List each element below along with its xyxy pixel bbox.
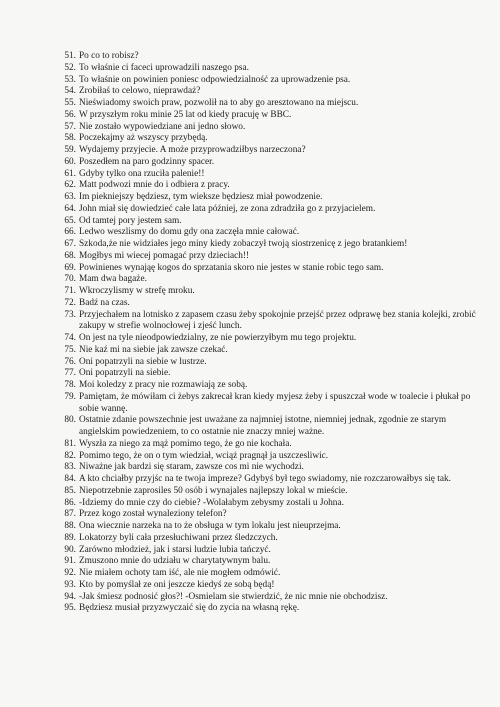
list-item bbox=[58, 380, 478, 392]
item-text: Poczekajmy aż wszyscy przybędą. bbox=[79, 133, 208, 144]
item-text: Poszedłem na paro godzinny spacer. bbox=[79, 156, 215, 167]
list-item bbox=[58, 145, 478, 157]
list-item bbox=[58, 509, 478, 521]
list-item bbox=[58, 263, 478, 275]
list-item bbox=[58, 98, 478, 110]
item-number: 58. bbox=[64, 133, 76, 144]
item-number: 94. bbox=[64, 591, 76, 602]
list-item bbox=[58, 580, 478, 592]
list-item bbox=[58, 122, 478, 134]
item-number: 83. bbox=[64, 462, 76, 473]
list-item bbox=[58, 439, 478, 451]
item-text: Oni popatrzyli na siebie w lustrze. bbox=[79, 356, 207, 367]
item-number: 67. bbox=[64, 239, 76, 249]
item-text: Lokatorzy byli cała przesłuchiwani przez śledzczych. bbox=[79, 532, 278, 543]
list-item bbox=[58, 603, 478, 615]
item-number: 93. bbox=[64, 579, 76, 590]
item-number: 70. bbox=[64, 274, 76, 285]
item-text: Wydajemy przyjecie. A może przyprowadziłbys narzeczona? bbox=[79, 145, 306, 155]
item-number: 81. bbox=[64, 438, 76, 449]
item-number: 80. bbox=[64, 415, 76, 426]
list-item bbox=[58, 157, 478, 169]
item-text: Będziesz musiał przyzwyczaić się do zycia na własną rękę. bbox=[79, 603, 300, 614]
item-number: 84. bbox=[64, 474, 76, 484]
list-item bbox=[58, 86, 478, 98]
item-text: Niważne jak bardzi się staram, zawsze cos mi nie wychodzi. bbox=[79, 462, 304, 473]
item-number: 76. bbox=[64, 356, 76, 367]
item-text: Nie zostało wypowiedziane ani jedno słowo. bbox=[79, 121, 246, 132]
item-text: Nieświadomy swoich praw, pozwolił na to aby go aresztowano na miejscu. bbox=[79, 98, 359, 108]
item-text: Przyjechałem na lotnisko z zapasem czasu żeby spokojnie przejść przez odprawę bez stania kolejki, zrobić zakupy w strefie wolnocłowej i zjeść lunch. bbox=[79, 309, 476, 332]
list-item bbox=[58, 169, 478, 181]
item-text: Niepotrzebnie zaprosiles 50 osób i wynajales najlepszy lokal w mieście. bbox=[79, 485, 348, 496]
list-item bbox=[58, 333, 478, 345]
item-number: 62. bbox=[64, 180, 76, 191]
item-text: Wkroczylismy w strefę mroku. bbox=[79, 286, 195, 296]
item-number: 55. bbox=[64, 98, 76, 108]
list-item bbox=[58, 274, 478, 286]
list-item bbox=[58, 568, 478, 580]
item-text: -Idziemy do mnie czy do ciebie? -Wolałabym zebysmy zostali u Johna. bbox=[79, 497, 344, 508]
item-number: 88. bbox=[64, 521, 76, 531]
item-number: 63. bbox=[64, 192, 76, 202]
item-text: Nie kaź mi na siebie jak zawsze czekać. bbox=[79, 344, 228, 355]
list-item bbox=[58, 345, 478, 357]
item-number: 69. bbox=[64, 262, 76, 273]
list-item bbox=[58, 251, 478, 263]
list-item bbox=[58, 462, 478, 474]
item-number: 71. bbox=[64, 286, 76, 296]
item-text: Powinienes wynająę kogos do sprzatania skoro nie jestes w stanie robic tego sam. bbox=[79, 262, 384, 273]
item-text: Nie miałem ochoty tam iść, ale nie mogłem odmówić. bbox=[79, 568, 281, 578]
list-item bbox=[58, 451, 478, 463]
item-number: 86. bbox=[64, 497, 76, 508]
list-item bbox=[58, 486, 478, 498]
item-number: 68. bbox=[64, 250, 76, 261]
item-number: 66. bbox=[64, 227, 76, 238]
item-number: 64. bbox=[64, 203, 76, 214]
list-item bbox=[58, 204, 478, 216]
list-item bbox=[58, 75, 478, 87]
item-number: 61. bbox=[64, 168, 76, 179]
item-number: 85. bbox=[64, 485, 76, 496]
item-number: 87. bbox=[64, 509, 76, 520]
item-number: 75. bbox=[64, 344, 76, 355]
item-text: Mam dwa bagaże. bbox=[79, 274, 147, 285]
item-number: 74. bbox=[64, 333, 76, 343]
list-item bbox=[58, 392, 478, 416]
item-number: 51. bbox=[64, 51, 76, 61]
list-item bbox=[58, 474, 478, 486]
item-text: Moi koledzy z pracy nie rozmawiają ze sobą. bbox=[79, 380, 248, 390]
list-item bbox=[58, 368, 478, 380]
item-text: Pomimo tego, że on o tym wiedział, wciąż pragnął ja uszczesliwic. bbox=[79, 450, 329, 461]
item-text: Po co to robisz? bbox=[79, 51, 139, 61]
item-text: Ona wiecznie narzeka na to że obsługa w tym lokalu jest nieuprzejma. bbox=[79, 521, 341, 531]
item-number: 65. bbox=[64, 215, 76, 226]
sentence-list bbox=[58, 51, 478, 615]
item-number: 78. bbox=[64, 380, 76, 390]
item-text: Od tamtej pory jestem sam. bbox=[79, 215, 182, 226]
item-text: John miał się dowiedzieć całe lata później, ze zona zdradziła go z przyjacielem. bbox=[79, 203, 376, 214]
list-item bbox=[58, 192, 478, 204]
item-number: 77. bbox=[64, 368, 76, 379]
item-number: 59. bbox=[64, 145, 76, 155]
item-text: Szkoda,że nie widziałes jego miny kiedy zobaczył twoją siostrzenicę z jego bratankiem! bbox=[79, 239, 408, 249]
list-item bbox=[58, 556, 478, 568]
list-item bbox=[58, 180, 478, 192]
item-text: Badź na czas. bbox=[79, 297, 130, 308]
list-item bbox=[58, 51, 478, 63]
item-number: 54. bbox=[64, 86, 76, 97]
list-item bbox=[58, 63, 478, 75]
item-text: Ledwo weszlismy do domu gdy ona zaczęła mnie całować. bbox=[79, 227, 300, 238]
list-item bbox=[58, 310, 478, 334]
list-item bbox=[58, 592, 478, 604]
item-text: Kto by pomyślał ze oni jeszcze kiedyś ze sobą będą! bbox=[79, 579, 275, 590]
item-number: 95. bbox=[64, 603, 76, 614]
item-text: Gdyby tylko ona rzuciła palenie!! bbox=[79, 168, 205, 179]
item-text: Oni popatrzyli na siebie. bbox=[79, 368, 171, 379]
item-text: Matt podwozi mnie do i odbiera z pracy. bbox=[79, 180, 230, 191]
item-number: 72. bbox=[64, 297, 76, 308]
list-item bbox=[58, 286, 478, 298]
item-number: 52. bbox=[64, 62, 76, 73]
item-text: W przyszłym roku minie 25 lat od kiedy pracuję w BBC. bbox=[79, 109, 292, 120]
item-text: On jest na tyle nieodpowiedzialny, ze nie powierzyłbym mu tego projektu. bbox=[79, 333, 357, 343]
item-text: Mogłbys mi wiecej pomagać przy dzieciach!! bbox=[79, 250, 250, 261]
list-item bbox=[58, 239, 478, 251]
item-text: Zarówno młodzież, jak i starsi ludzie lubia tańczyć. bbox=[79, 544, 271, 555]
list-item bbox=[58, 521, 478, 533]
item-number: 82. bbox=[64, 450, 76, 461]
item-text: Przez kogo został wynaleziony telefon? bbox=[79, 509, 227, 520]
list-item bbox=[58, 216, 478, 228]
item-text: Ostatnie zdanie powszechnie jest uważane za najmniej istotne, niemniej jednak, zgodnie ze starym angielskim powiedzeniem, to co ostatnie nie znaczy mniej ważne. bbox=[79, 415, 447, 437]
list-item bbox=[58, 133, 478, 145]
list-item bbox=[58, 533, 478, 545]
item-number: 91. bbox=[64, 556, 76, 567]
item-text: To właśnie ci faceci uprowadzili naszego psa. bbox=[79, 62, 249, 73]
item-number: 60. bbox=[64, 156, 76, 167]
item-text: Zmuszono mnie do udziału w charytatywnym balu. bbox=[79, 556, 271, 567]
list-item bbox=[58, 545, 478, 557]
list-item bbox=[58, 110, 478, 122]
item-text: To właśnie on powinien poniesc odpowiedzialność za uprowadzenie psa. bbox=[79, 74, 351, 85]
item-number: 57. bbox=[64, 121, 76, 132]
list-item bbox=[58, 227, 478, 239]
item-number: 73. bbox=[64, 309, 76, 320]
item-number: 56. bbox=[64, 109, 76, 120]
item-text: Pamiętam, że mówiłam ci żebys zakrecał kran kiedy myjesz żeby i spuszczał wode w toalecie i płukał po sobie wannę. bbox=[79, 391, 471, 414]
item-text: A kto chciałby przyjśc na te twoja impreze? Gdybyś był tego swiadomy, nie rozczarowałbys się tak. bbox=[79, 474, 451, 484]
list-item bbox=[58, 415, 478, 439]
list-item bbox=[58, 498, 478, 510]
item-text: Zrobiłaś to celowo, nieprawdaż? bbox=[79, 86, 201, 97]
list-item bbox=[58, 298, 478, 310]
item-number: 89. bbox=[64, 532, 76, 543]
item-number: 90. bbox=[64, 544, 76, 555]
item-text: Wyszła za niego za mąż pomimo tego, że go nie kochała. bbox=[79, 438, 292, 449]
item-number: 92. bbox=[64, 568, 76, 578]
item-text: Im piekniejszy będziesz, tym wieksze będziesz miał powodzenie. bbox=[79, 192, 323, 202]
item-number: 53. bbox=[64, 74, 76, 85]
item-text: -Jak śmiesz podnosić głos?! -Osmielam sie stwierdzić, że nic mnie nie obchodzisz. bbox=[79, 591, 388, 602]
item-number: 79. bbox=[64, 391, 76, 402]
list-item bbox=[58, 357, 478, 369]
